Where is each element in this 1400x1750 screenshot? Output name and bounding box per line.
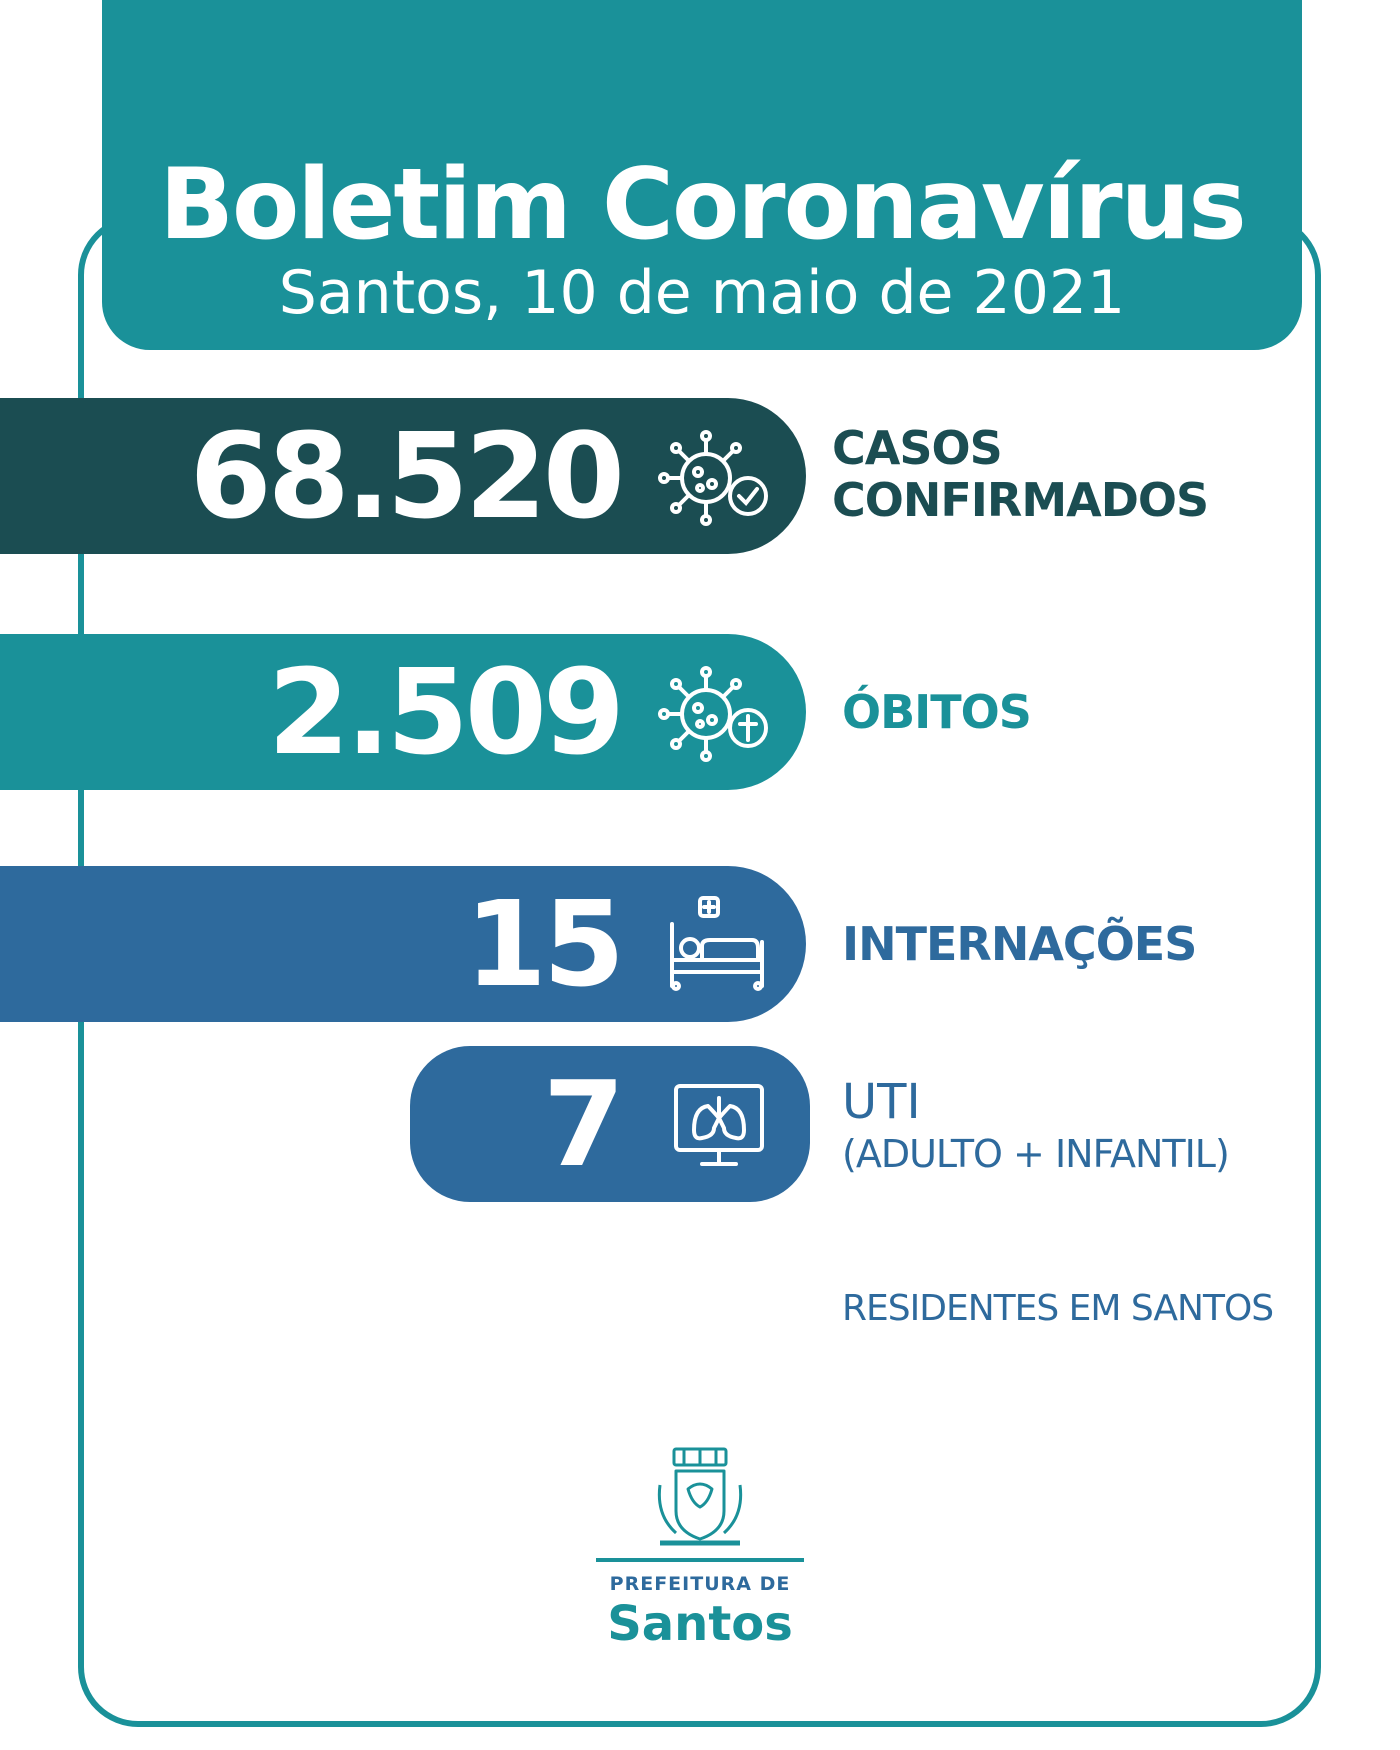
icu-bar bbox=[410, 1046, 810, 1202]
icu-value: 7 bbox=[542, 1055, 625, 1193]
bulletin-date: Santos, 10 de maio de 2021 bbox=[278, 258, 1126, 328]
deaths-label: ÓBITOS bbox=[842, 685, 1031, 739]
virus-check-icon bbox=[658, 426, 778, 526]
hospitalizations-label: INTERNAÇÕES bbox=[842, 917, 1197, 971]
cases-label: CASOS CONFIRMADOS bbox=[832, 421, 1209, 527]
hospitalizations-bar bbox=[0, 866, 806, 1022]
virus-cross-icon bbox=[658, 662, 778, 762]
city-crest-icon bbox=[650, 1445, 750, 1555]
header-banner bbox=[102, 0, 1302, 350]
footnote-residents: RESIDENTES EM SANTOS bbox=[842, 1288, 1274, 1329]
deaths-value: 2.509 bbox=[267, 643, 621, 781]
page-title: Boletim Coronavírus bbox=[159, 148, 1245, 262]
logo-name: Santos bbox=[607, 1596, 793, 1652]
logo-divider bbox=[596, 1558, 804, 1562]
cases-value: 68.520 bbox=[189, 407, 621, 545]
icu-label: UTI (ADULTO + INFANTIL) bbox=[842, 1074, 1229, 1176]
hospitalizations-value: 15 bbox=[464, 875, 621, 1013]
lungs-monitor-icon bbox=[662, 1074, 782, 1174]
deaths-bar bbox=[0, 634, 806, 790]
logo-subtitle: PREFEITURA DE bbox=[609, 1573, 791, 1595]
hospital-bed-icon bbox=[658, 894, 778, 994]
cases-bar bbox=[0, 398, 806, 554]
